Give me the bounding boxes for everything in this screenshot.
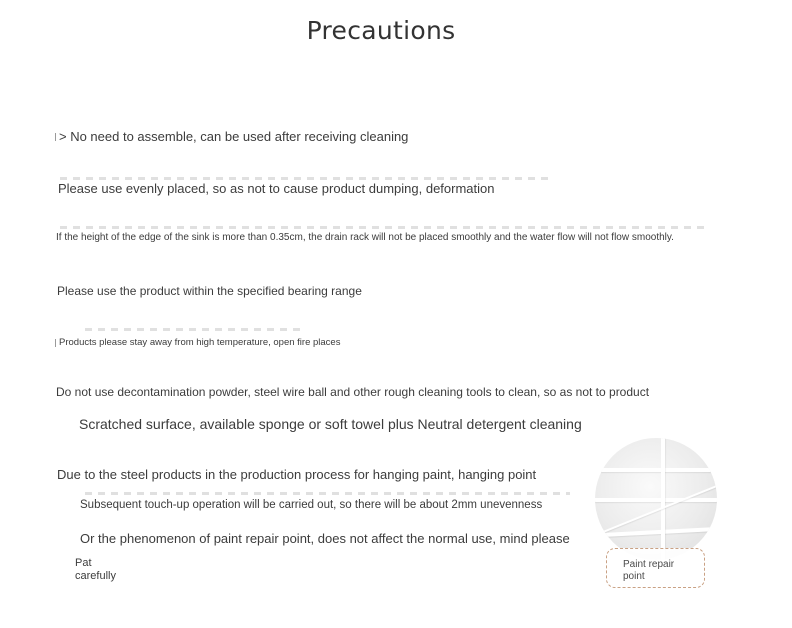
rack-post [661, 438, 665, 560]
note-temperature: Products please stay away from high temperature, open fire places [59, 337, 341, 348]
callout-line-1: Paint repair [623, 559, 675, 570]
note-cleaning-2: Scratched surface, available sponge or soft towel plus Neutral detergent cleaning [79, 416, 582, 432]
note-cleaning-1: Do not use decontamination powder, steel wire ball and other rough cleaning tools to clean, so as not to product [56, 385, 650, 399]
note-paint-2: Subsequent touch-up operation will be carried out, so there will be about 2mm unevenness [80, 499, 543, 511]
note-bearing: Please use the product within the specified bearing range [57, 284, 362, 298]
faded-text-remnant [60, 226, 710, 229]
note-sink-edge: If the height of the edge of the sink is more than 0.35cm, the drain rack will not be placed smoothly and the water flow will not flow smoothly. [56, 232, 674, 243]
bullet-tick [55, 133, 56, 141]
faded-text-remnant [60, 177, 550, 180]
note-paint-4b: carefully [75, 570, 116, 582]
note-assemble: > No need to assemble, can be used after receiving cleaning [59, 129, 409, 144]
paint-repair-callout [606, 548, 705, 588]
note-paint-1: Due to the steel products in the production process for hanging paint, hanging point [57, 467, 537, 482]
callout-line-2: point [623, 571, 645, 582]
note-paint-4a: Pat [75, 557, 92, 569]
note-paint-3: Or the phenomenon of paint repair point, does not affect the normal use, mind please [80, 531, 570, 546]
note-placement: Please use evenly placed, so as not to cause product dumping, deformation [58, 181, 495, 196]
faded-text-remnant [85, 328, 305, 331]
bullet-tick [55, 339, 56, 347]
faded-text-remnant [85, 492, 570, 495]
page-title: Precautions [306, 16, 456, 45]
product-closeup-image [595, 438, 717, 560]
rack-rail [595, 468, 717, 472]
rack-rail [595, 498, 717, 502]
